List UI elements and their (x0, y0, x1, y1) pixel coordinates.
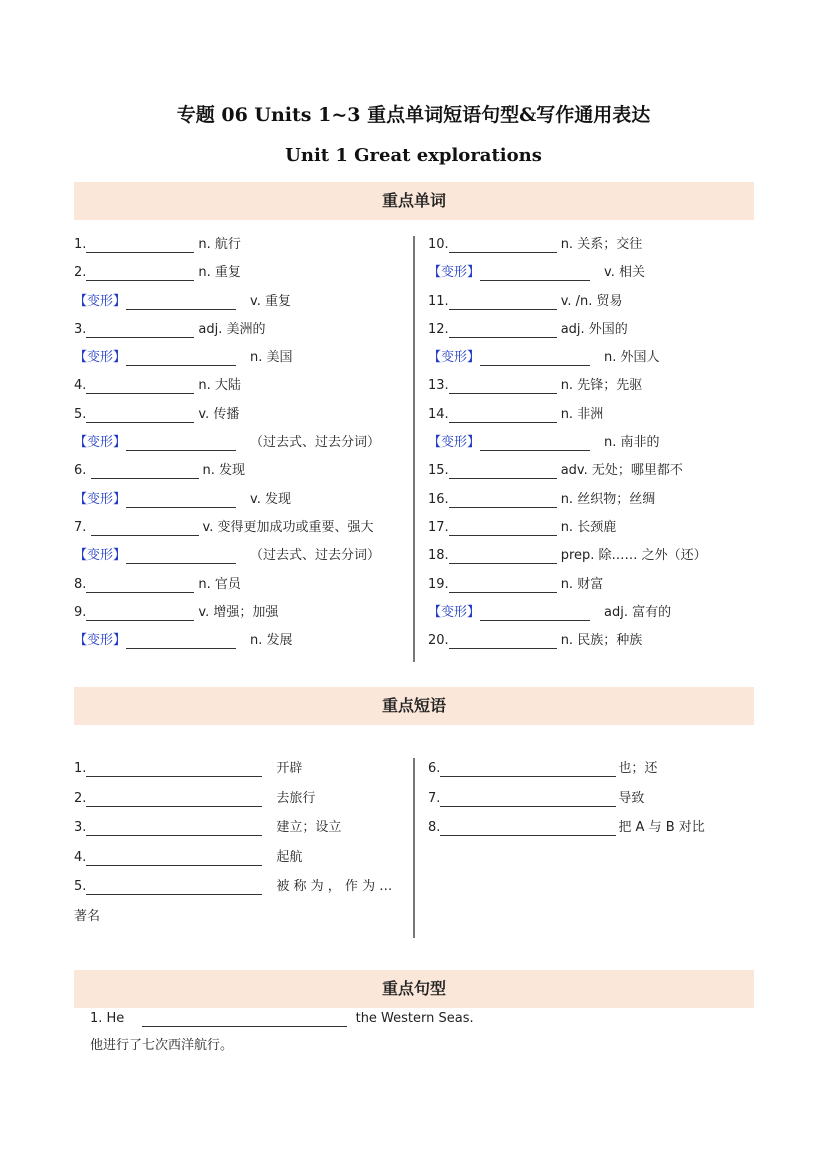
word-meaning: adj. 富有的 (604, 604, 672, 620)
answer-blank[interactable] (126, 348, 236, 366)
variant-tag: 【变形】 (428, 435, 481, 451)
word-meaning: n. 财富 (560, 576, 604, 592)
phrase-row (428, 813, 754, 843)
section-header-words: 重点单词 (74, 182, 754, 220)
answer-blank[interactable] (126, 490, 236, 508)
answer-blank[interactable] (86, 320, 194, 338)
answer-blank[interactable] (480, 348, 590, 366)
word-meaning: n. 长颈鹿 (560, 519, 617, 535)
item-number: 9. (74, 604, 87, 620)
word-variant-row (74, 486, 404, 514)
word-meaning: adv. 无处；哪里都不 (560, 463, 683, 479)
answer-blank[interactable] (449, 490, 557, 508)
phrase-wrap-line: 著名 (74, 908, 101, 924)
item-number: 15. (428, 463, 449, 479)
answer-blank[interactable] (449, 461, 557, 479)
phrase-meaning: 去旅行 (276, 790, 316, 806)
word-row (428, 514, 754, 542)
answer-blank[interactable] (449, 546, 557, 564)
phrase-row (74, 813, 404, 843)
phrase-row (428, 754, 754, 784)
item-number: 3. (74, 321, 87, 337)
word-row (74, 372, 404, 400)
item-number: 7. (74, 519, 91, 535)
sentence-suffix: the Western Seas. (355, 1011, 474, 1026)
phrase-meaning: 开辟 (276, 761, 303, 776)
word-meaning: v. /n. 贸易 (560, 293, 623, 309)
item-number: 18. (428, 548, 449, 564)
word-row (428, 316, 754, 344)
item-number: 8. (428, 820, 441, 836)
answer-blank[interactable] (449, 292, 557, 310)
variant-tag: 【变形】 (428, 604, 481, 620)
unit-title: Unit 1 Great explorations (285, 145, 542, 166)
answer-blank[interactable] (91, 518, 199, 536)
answer-blank[interactable] (480, 433, 590, 451)
word-row (428, 457, 754, 485)
phrase-meaning: 也；还 (618, 761, 658, 776)
item-number: 14. (428, 406, 449, 422)
word-meaning: n. 关系；交往 (560, 237, 643, 252)
phrases-right-column (428, 754, 754, 843)
variant-tag: 【变形】 (74, 435, 127, 451)
sentence-prefix: 1. He (90, 1011, 125, 1026)
answer-blank[interactable] (449, 235, 557, 253)
column-divider (413, 236, 415, 662)
item-number: 2. (74, 790, 87, 806)
word-meaning: n. 先锋；先驱 (560, 378, 643, 394)
item-number: 11. (428, 293, 449, 309)
page-title: 专题 06 Units 1~3 重点单词短语句型&写作通用表达 (176, 104, 651, 126)
answer-blank[interactable] (440, 759, 616, 777)
word-row (428, 231, 754, 259)
item-number: 5. (74, 879, 87, 895)
word-meaning: n. 发现 (202, 463, 246, 479)
answer-blank[interactable] (86, 235, 194, 253)
answer-blank[interactable] (86, 376, 194, 394)
phrases-left-column (74, 754, 404, 932)
answer-blank[interactable] (91, 461, 199, 479)
answer-blank[interactable] (86, 789, 262, 807)
word-meaning: v. 发现 (250, 491, 291, 507)
answer-blank[interactable] (86, 848, 262, 866)
word-meaning: n. 重复 (198, 265, 241, 281)
phrase-row (74, 784, 404, 814)
variant-tag: 【变形】 (74, 548, 127, 564)
item-number: 20. (428, 633, 449, 649)
word-row (428, 372, 754, 400)
answer-blank[interactable] (449, 320, 557, 338)
word-row (428, 627, 754, 655)
item-number: 4. (74, 378, 87, 394)
section-header-sentences: 重点句型 (74, 970, 754, 1008)
answer-blank[interactable] (449, 405, 557, 423)
word-meaning: n. 发展 (250, 633, 293, 649)
item-number: 6. (74, 463, 91, 479)
word-meaning: prep. 除…… 之外（还） (560, 548, 707, 564)
word-meaning: （过去式、过去分词） (250, 548, 381, 564)
sentence-translation: 他进行了七次西洋航行。 (90, 1038, 234, 1053)
word-variant-row (74, 429, 404, 457)
answer-blank[interactable] (126, 631, 236, 649)
phrase-row (74, 843, 404, 873)
item-number: 7. (428, 790, 441, 806)
answer-blank[interactable] (480, 603, 590, 621)
word-variant-row (74, 627, 404, 655)
item-number: 4. (74, 849, 87, 865)
sentence-row (90, 1009, 474, 1027)
variant-tag: 【变形】 (428, 265, 481, 281)
answer-blank[interactable] (142, 1009, 347, 1027)
word-row (428, 288, 754, 316)
word-row (74, 514, 404, 542)
word-meaning: v. 重复 (250, 293, 291, 309)
answer-blank[interactable] (449, 575, 557, 593)
word-meaning: adj. 外国的 (560, 321, 628, 337)
item-number: 1. (74, 237, 87, 252)
item-number: 19. (428, 576, 449, 592)
words-right-column (428, 231, 754, 655)
word-meaning: n. 南非的 (604, 435, 660, 451)
answer-blank[interactable] (86, 759, 262, 777)
item-number: 5. (74, 406, 87, 422)
answer-blank[interactable] (86, 603, 194, 621)
word-meaning: adj. 美洲的 (198, 321, 266, 337)
item-number: 1. (74, 761, 87, 776)
item-number: 6. (428, 761, 441, 776)
answer-blank[interactable] (126, 292, 236, 310)
item-number: 8. (74, 576, 87, 592)
answer-blank[interactable] (449, 631, 557, 649)
word-variant-row (428, 429, 754, 457)
word-variant-row (428, 599, 754, 627)
answer-blank[interactable] (86, 877, 262, 895)
word-row (428, 486, 754, 514)
answer-blank[interactable] (86, 405, 194, 423)
phrase-meaning: 导致 (618, 790, 645, 806)
word-row (74, 401, 404, 429)
variant-tag: 【变形】 (428, 350, 481, 366)
word-meaning: v. 增强；加强 (198, 604, 279, 620)
word-meaning: v. 相关 (604, 265, 645, 281)
phrase-meaning: 建立；设立 (276, 820, 342, 836)
item-number: 12. (428, 321, 449, 337)
section-header-phrases: 重点短语 (74, 687, 754, 725)
word-meaning: n. 官员 (198, 576, 241, 592)
item-number: 16. (428, 491, 449, 507)
word-variant-row (428, 259, 754, 287)
word-row (74, 316, 404, 344)
variant-tag: 【变形】 (74, 350, 127, 366)
word-variant-row (74, 344, 404, 372)
word-row (428, 401, 754, 429)
variant-tag: 【变形】 (74, 633, 127, 649)
word-meaning: n. 美国 (250, 350, 293, 366)
phrase-row (74, 872, 404, 902)
word-variant-row (74, 288, 404, 316)
phrase-meaning: 把 A 与 B 对比 (618, 820, 705, 836)
word-meaning: v. 变得更加成功或重要、强大 (202, 519, 374, 535)
answer-blank[interactable] (126, 433, 236, 451)
variant-tag: 【变形】 (74, 293, 127, 309)
phrase-meaning: 起航 (276, 849, 303, 865)
words-left-column (74, 231, 404, 655)
answer-blank[interactable] (86, 263, 194, 281)
word-meaning: n. 丝织物；丝绸 (560, 491, 656, 507)
word-variant-row (74, 542, 404, 570)
answer-blank[interactable] (86, 575, 194, 593)
item-number: 3. (74, 820, 87, 836)
phrase-meaning: 被 称 为 ， 作 为 … (276, 879, 393, 895)
word-variant-row (428, 344, 754, 372)
answer-blank[interactable] (126, 546, 236, 564)
variant-tag: 【变形】 (74, 491, 127, 507)
answer-blank[interactable] (440, 789, 616, 807)
word-meaning: n. 航行 (198, 237, 241, 252)
word-row (428, 571, 754, 599)
word-row (428, 542, 754, 570)
item-number: 10. (428, 237, 449, 252)
word-meaning: v. 传播 (198, 406, 240, 422)
column-divider (413, 758, 415, 938)
answer-blank[interactable] (449, 376, 557, 394)
word-meaning: n. 非洲 (560, 406, 604, 422)
word-row (74, 571, 404, 599)
word-meaning: （过去式、过去分词） (250, 435, 381, 451)
phrase-row (428, 784, 754, 814)
item-number: 17. (428, 519, 449, 535)
item-number: 13. (428, 378, 449, 394)
word-row (74, 259, 404, 287)
word-row (74, 457, 404, 485)
answer-blank[interactable] (440, 818, 616, 836)
item-number: 2. (74, 265, 87, 281)
phrase-row (74, 754, 404, 784)
word-row (74, 231, 404, 259)
answer-blank[interactable] (480, 263, 590, 281)
word-meaning: n. 民族；种族 (560, 633, 643, 649)
answer-blank[interactable] (449, 518, 557, 536)
word-meaning: n. 大陆 (198, 378, 241, 394)
word-meaning: n. 外国人 (604, 350, 660, 366)
answer-blank[interactable] (86, 818, 262, 836)
word-row (74, 599, 404, 627)
